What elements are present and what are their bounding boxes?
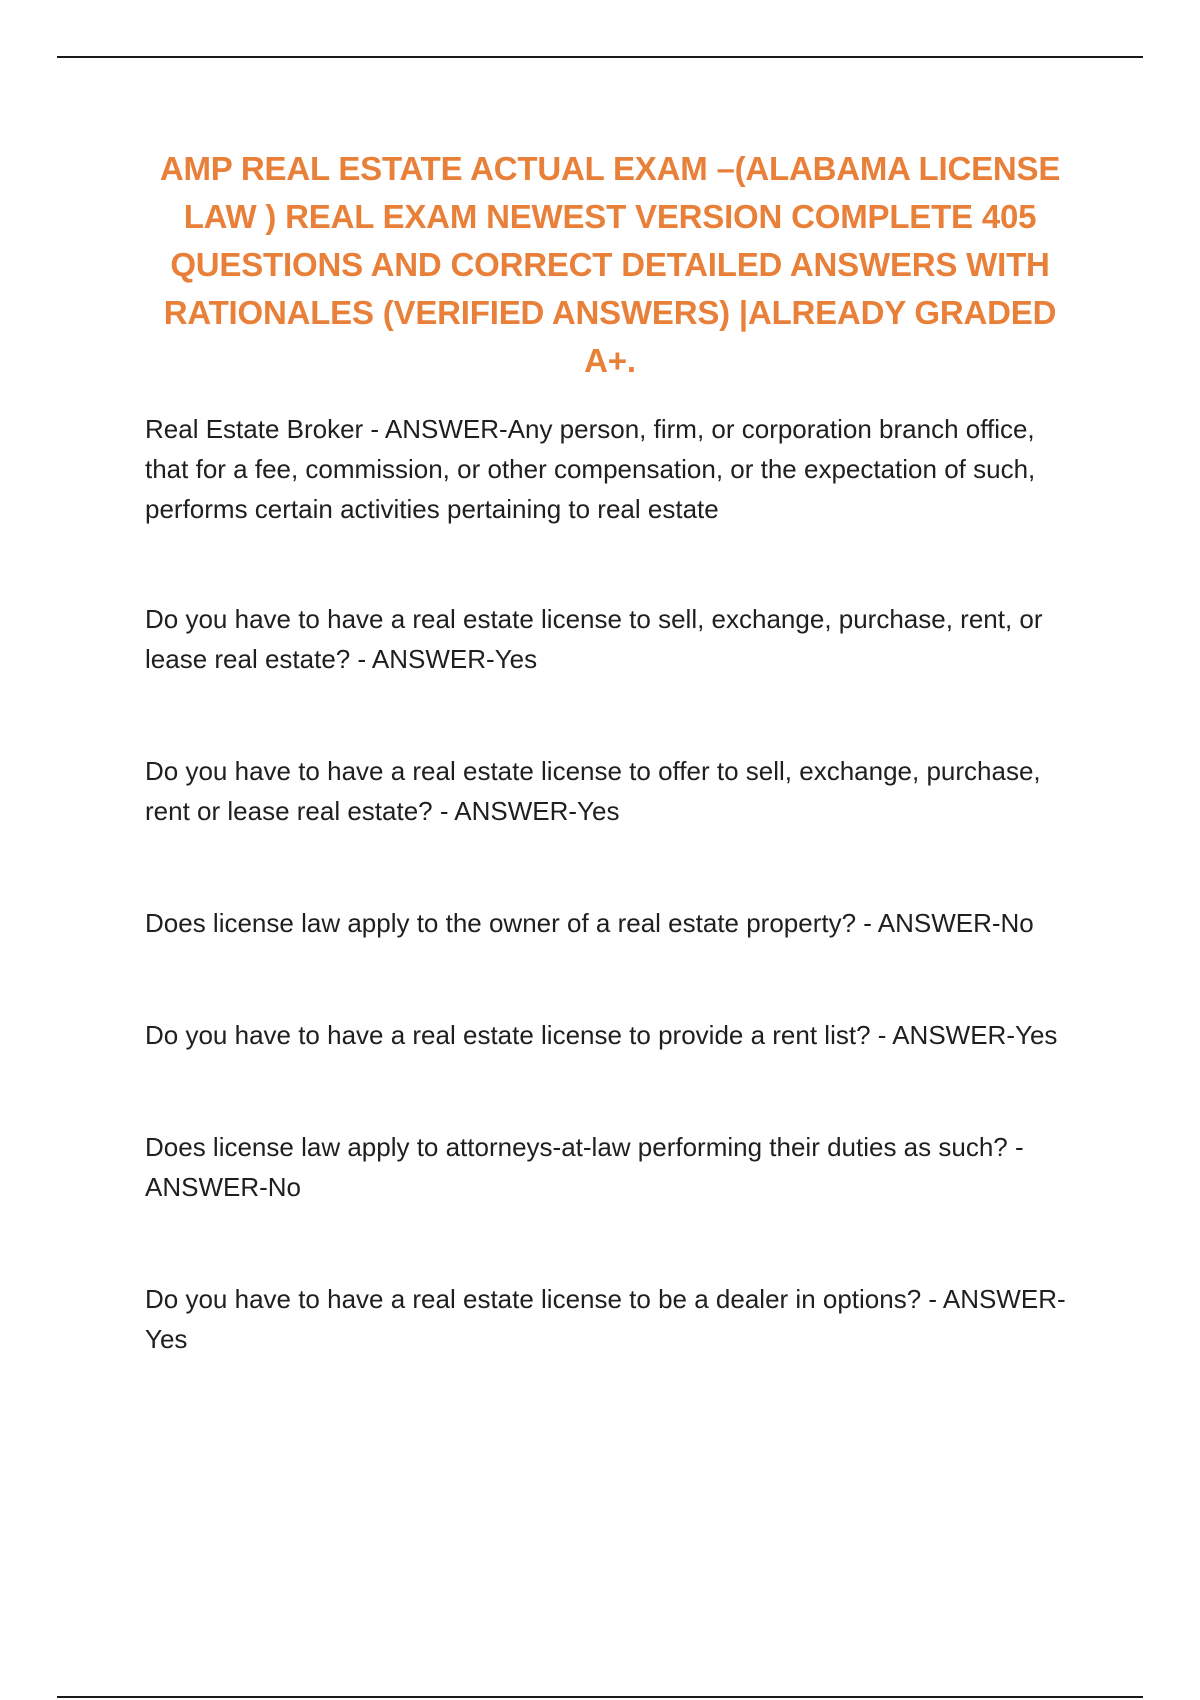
qa-list: [145, 409, 1075, 1359]
top-rule: [57, 56, 1143, 58]
qa-entry-dealer-in-options: Do you have to have a real estate license to be a dealer in options? - ANSWER-Yes: [145, 1284, 1066, 1354]
qa-entry-license-to-offer: Do you have to have a real estate license to offer to sell, exchange, purchase, rent or lease real estate? - ANSWER-Yes: [145, 756, 1041, 826]
bottom-rule: [57, 1696, 1143, 1698]
qa-entry-license-to-sell: Do you have to have a real estate license to sell, exchange, purchase, rent, or lease real estate? - ANSWER-Yes: [145, 604, 1043, 674]
qa-entry-attorneys: Does license law apply to attorneys-at-law performing their duties as such? - ANSWER-No: [145, 1132, 1024, 1202]
qa-entry-real-estate-broker: Real Estate Broker - ANSWER-Any person, firm, or corporation branch office, that for a fee, commission, or other compensation, or the expectation of such, performs certain activities pertaining to real estate: [145, 414, 1036, 524]
qa-entry-owner-exemption: Does license law apply to the owner of a real estate property? - ANSWER-No: [145, 908, 1034, 938]
qa-entry-rent-list: Do you have to have a real estate license to provide a rent list? - ANSWER-Yes: [145, 1020, 1058, 1050]
document-title: AMP REAL ESTATE ACTUAL EXAM –(ALABAMA LICENSE LAW ) REAL EXAM NEWEST VERSION COMPLETE 405 QUESTIONS AND CORRECT DETAILED ANSWERS WITH RATIONALES (VERIFIED ANSWERS) |ALREADY GRADED A+.: [159, 150, 1061, 379]
document-page: [145, 145, 1075, 1359]
